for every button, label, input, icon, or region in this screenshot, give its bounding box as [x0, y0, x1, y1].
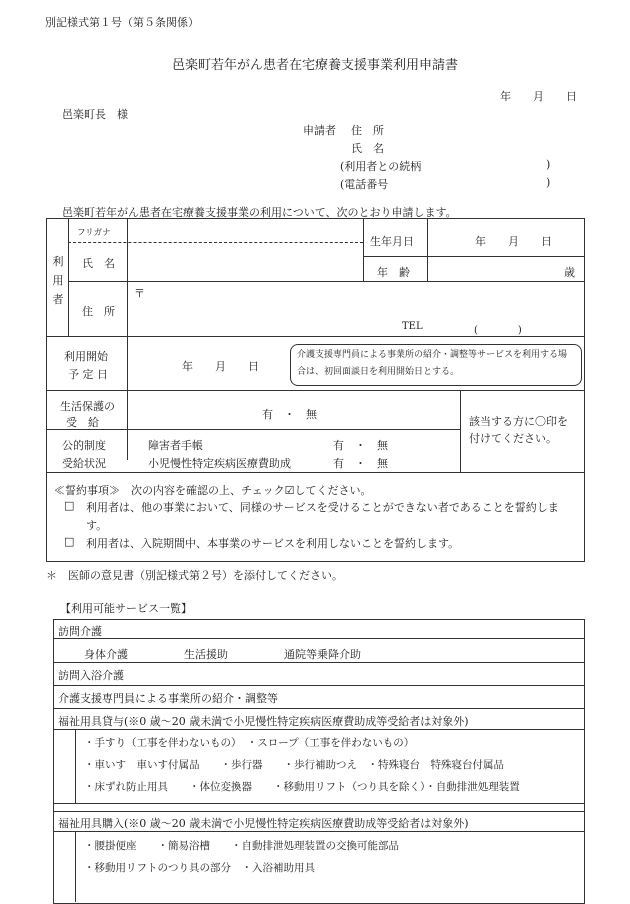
- form-number: 別記様式第１号（第５条関係）: [45, 16, 199, 29]
- user-label-vertical: 利 用 者: [52, 255, 64, 306]
- visit-care-title: 訪問介護: [58, 625, 102, 638]
- public-item-name: 障害者手帳: [148, 439, 203, 452]
- welfare-label-line1: 生活保護の: [60, 400, 115, 413]
- applicant-address-label: 住 所: [351, 124, 384, 137]
- name-label: 氏 名: [82, 257, 115, 270]
- applicant-relation-label: (利用者との続柄: [340, 160, 422, 173]
- pledge-heading: ≪誓約事項≫ 次の内容を確認の上、チェック☑してください。: [54, 484, 372, 497]
- applicant-name-label: 氏 名: [351, 142, 384, 155]
- page-title: 邑楽町若年がん患者在宅療養支援事業利用申請書: [171, 58, 458, 73]
- public-item-option: 有 ・ 無: [333, 457, 388, 470]
- rental-line: ・車いす 車いす付属品 ・歩行器 ・歩行補助つえ ・特殊寝台 特殊寝台付属品: [84, 759, 504, 771]
- public-label-line1: 公的制度: [62, 439, 106, 452]
- age-label: 年 齢: [377, 266, 410, 279]
- tel-value: ( ): [474, 325, 522, 336]
- rental-line: ・床ずれ防止用具 ・体位変換器 ・移動用リフト（つり具を除く）・自動排泄処理装置: [84, 781, 520, 793]
- tel-label: TEL: [402, 321, 423, 332]
- applicant-phone-close: ): [546, 176, 551, 189]
- pledge-item: 利用者は、他の事業において、同様のサービスを受けることができない者であることを誓約します。: [86, 501, 559, 532]
- pledge-item: 利用者は、入院期間中、本事業のサービスを利用しないことを誓約します。: [86, 537, 460, 550]
- start-date-value: 年 月 日: [182, 360, 259, 373]
- pledge-checkbox[interactable]: □: [64, 535, 75, 548]
- age-unit: 歳: [564, 266, 575, 279]
- date-line: 年 月 日: [500, 90, 577, 103]
- visit-care-item: 身体介護: [84, 648, 128, 661]
- intro-sentence: 邑楽町若年がん患者在宅療養支援事業の利用について、次のとおり申請します。: [62, 206, 457, 219]
- addressee: 邑楽町長 様: [62, 108, 128, 121]
- purchase-line: ・移動用リフトのつり具の部分 ・入浴補助用具: [84, 862, 315, 874]
- birthdate-label: 生年月日: [370, 235, 414, 248]
- pledge-checkbox[interactable]: □: [64, 499, 75, 512]
- start-label-line1: 利用開始: [64, 350, 108, 363]
- public-item-name: 小児慢性特定疾病医療費助成: [148, 457, 291, 470]
- welfare-option: 有 ・ 無: [262, 408, 317, 421]
- applicant-label: 申請者: [303, 124, 336, 137]
- public-label-line2: 受給状況: [62, 457, 106, 470]
- public-item-option: 有 ・ 無: [333, 439, 388, 452]
- rental-title: 福祉用具貸与(※0 歳～20 歳未満で小児慢性特定疾病医療費助成等受給者は対象外): [58, 715, 469, 728]
- address-label: 住 所: [82, 305, 115, 318]
- circle-note: 該当する方に〇印を付けてください。: [469, 415, 568, 445]
- doctor-note: ＊ 医師の意見書（別記様式第２号）を添付してください。: [46, 569, 343, 582]
- start-date-note: 介護支援専門員による事業所の紹介・調整等サービスを利用する場合は、初回面談日を利用開始日とする。: [290, 344, 582, 386]
- start-label-line2: 予 定 日: [68, 368, 108, 381]
- rental-line: ・手すり（工事を伴わないもの） ・スロープ（工事を伴わないもの）: [84, 737, 415, 749]
- welfare-label-line2: 受 給: [66, 416, 99, 429]
- applicant-phone-label: (電話番号: [340, 178, 389, 191]
- applicant-relation-close: ): [546, 158, 551, 171]
- furigana-label: フリガナ: [77, 228, 111, 238]
- visit-care-item: 生活援助: [184, 648, 228, 661]
- birthdate-value: 年 月 日: [475, 235, 552, 248]
- purchase-line: ・腰掛便座 ・簡易浴槽 ・自動排泄処理装置の交換可能部品: [84, 840, 399, 852]
- bath-care: 訪問入浴介護: [58, 669, 124, 682]
- care-manager: 介護支援専門員による事業所の紹介・調整等: [58, 692, 278, 705]
- services-heading: 【利用可能サービス一覧】: [60, 602, 192, 615]
- visit-care-item: 通院等乗降介助: [284, 648, 361, 661]
- purchase-title: 福祉用具購入(※0 歳～20 歳未満で小児慢性特定疾病医療費助成等受給者は対象外): [58, 817, 469, 830]
- postal-mark: 〒: [134, 287, 145, 300]
